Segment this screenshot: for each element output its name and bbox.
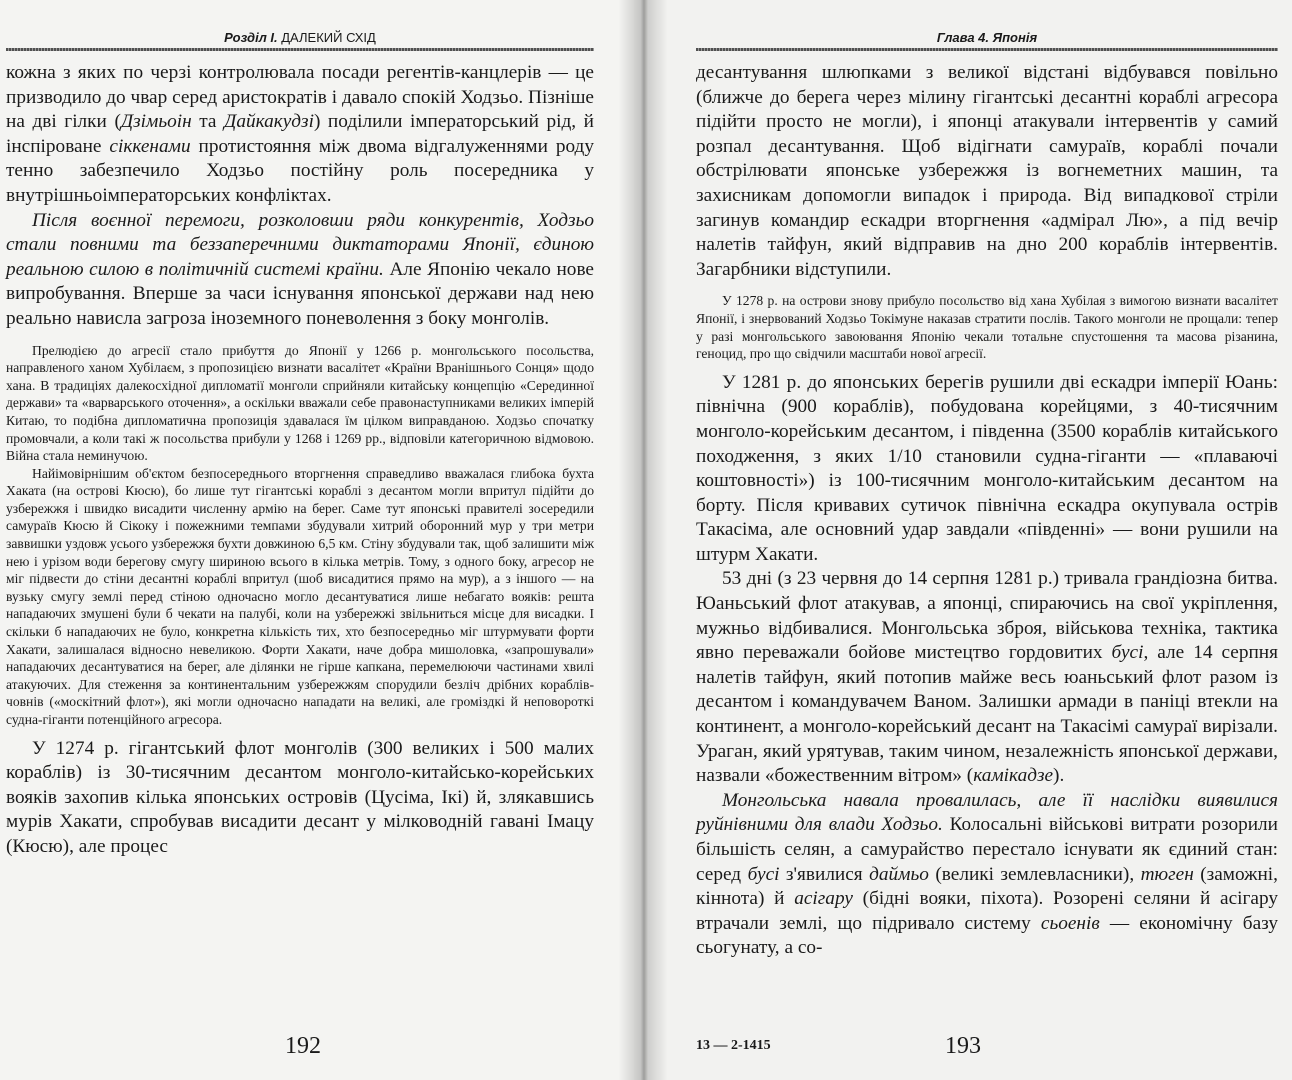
page-number-left: 192	[285, 1033, 321, 1059]
header-rule	[6, 48, 594, 51]
text-run: ).	[1053, 765, 1065, 787]
paragraph: У 1274 р. гігантський флот монголів (300 великих і 500 малих кораблів) із 30-тисячним десантом монголо-китайсько-корейських вояків захопив кілька японських островів (Цусіма, Ікі) й, злякавшись мурів Хакати, спробував висадити десант у мілководній гавані Імацу (Кюсю), але процес	[6, 737, 594, 857]
paragraph	[696, 567, 1278, 788]
printer-signature: 13 — 2-1415	[696, 1038, 771, 1053]
header-rule	[696, 48, 1278, 51]
chapter-label: Розділ І.	[224, 30, 278, 45]
text-run-italic: бусі	[747, 863, 780, 885]
text-run-italic: камікадзе	[973, 765, 1054, 787]
running-head-right	[696, 0, 1278, 46]
text-run: — економічну базу сьогунату, а со-	[696, 912, 1278, 959]
text-run-italic: сіккенами	[109, 135, 191, 157]
chapter-title: ДАЛЕКИЙ СХІД	[277, 30, 376, 45]
text-run: 53 дні (з 23 червня до 14 серпня 1281 р.) тривала грандіозна битва. Юаньський флот атакував, а японці, спираючись на свої укріплення, мужньо відбивалися. Монгольська зброя, військова техніка, тактика явно переважали бойове мистецтво гордовитих	[696, 568, 1278, 664]
body-text-right-top	[696, 61, 1278, 282]
body-text-left-bottom	[6, 737, 594, 860]
paragraph: десантування шлюпками з великої відстані відбувався повільно (ближче до берега через мілину гігантські десантні кораблі агресора підійти просто не могли), і японці атакували інтервентів у самий розпал десантування. Щоб відігнати самураїв, кораблі почали обстрілювати японське узбережжя із вогнеметних машин, та захисникам допомогли випадок і природа. Від випадкової стріли загинув командир ескадри вторгнення «адмірал Лю», а під вечір налетів тайфун, який відправив на дно 200 кораблів інтервентів. Загарбники відступили.	[696, 62, 1278, 280]
text-run: (заможні, кіннота) й	[696, 863, 1278, 910]
text-run-italic: Монгольська навала провалилась, але її наслідки виявилися руйнівними для влади Ходзьо.	[696, 789, 1278, 836]
paragraph: У 1281 р. до японських берегів рушили дві ескадри імперії Юань: північна (900 кораблів), побудована корейцями, з 40-тисячним монголо-корейським десантом, і південна (3500 кораблів китайського походження, з яких 1/10 становили судна-гіганти — «плаваючі коштовності») із 100-тисячним монголо-китайським десантом на борту. Після кривавих сутичок північна ескадра окупувала острів Такасіма, але основний удар завдали «південні» — вони рушили на штурм Хакати.	[696, 371, 1278, 565]
text-run: (бідні вояки, піхота). Розорені селяни й асігару втрачали землі, що підривало систему	[696, 888, 1278, 934]
page-number-right: 193	[945, 1033, 981, 1059]
text-run: кожна з яких по черзі контролювала посади регентів-канцлерів — це призводило до чвар серед аристократів і давало спокій Ходзьо. Пізніше на дві гілки (	[6, 62, 594, 133]
paragraph	[696, 789, 1278, 961]
text-run-italic: сьоенів	[1040, 912, 1100, 934]
text-run-italic: асігару	[794, 888, 853, 910]
left-page	[0, 0, 634, 1080]
text-run-italic: Дзімьоін	[120, 111, 192, 133]
right-page	[634, 0, 1292, 1080]
small-print-block-right	[696, 292, 1278, 362]
small-print-block-left	[6, 342, 594, 729]
text-run-italic: даймьо	[869, 863, 929, 885]
body-text-right-bottom	[696, 371, 1278, 961]
paragraph	[6, 61, 594, 209]
text-run-italic: бусі	[1111, 642, 1144, 664]
text-run-italic: тюген	[1140, 863, 1194, 885]
small-paragraph: Найімовірнішим об'єктом безпосереднього вторгнення справедливо вважалася глибока бухта Хаката (на острові Кюсю), бо лише тут гігантські кораблі з десантом могли впритул підійти до узбережжя і швидко висадити численну армію на берег. Саме тут японські правителі зосередили самураїв Кюсю й Сікоку і пожежними темпами збудували хитрий оборонний мур у три метри заввишки уздовж усього узбережжя бухти довжиною 6,5 км. Стіну збудували так, щоб залишити між нею і урізом води берегову смугу шириною всього в кілька метрів. Тому, з одного боку, агресор не міг підвести до стіни десантні кораблі впритул (шоб висадитися прямо на мур), а з іншого — на вузьку смугу землі перед стіною одночасно могло десантуватися лише небагато вояків: решта нападаючих змушені були б чекати на палубі, коли на узбережжі звільниться місце для висадки. І скільки б нападаючих не було, конкретна кількість тих, хто безпосередньо міг штурмувати форти Хакати, залишалася відносно невеликою. Форти Хакати, наче добра мишоловка, «запрошували» нападаючих десантуватися на берег, але ділянки не гірше капкана, перемелюючи частинами хвилі атакуючих. Для стеження за континентальним узбережжям спорудили безліч дрібних кораблів-човнів («москітний флот»), які могли одночасно нападати на великі, але громіздкі й неповороткі судна-гіганти потенційного агресора.	[6, 465, 594, 727]
text-run-italic: Після воєнної перемоги, розколовши ряди конкурентів, Ходзьо стали повними та беззаперечними диктаторами Японії, єдиною реальною силою в політичній системі країни.	[6, 209, 594, 280]
text-run: та	[191, 111, 225, 133]
text-run: (великі землевласники),	[928, 863, 1141, 885]
text-run: ) поділили імператорський рід, й інспіроване	[6, 111, 594, 157]
text-run-italic: Дайкакудзі	[224, 111, 314, 133]
text-run: протистояння між двома відгалуженнями роду тенно забезпечило Ходзьо постійну роль посередника у внутрішньоімператорських конфліктах.	[6, 135, 595, 206]
text-run: з'явилися	[779, 863, 870, 885]
paragraph	[6, 209, 594, 332]
text-run: Колосальні військові витрати розорили більшість селян, а самурайство перестало існувати як єдиний стан: серед	[696, 814, 1278, 885]
small-paragraph: У 1278 р. на острови знову прибуло посольство від хана Хубілая з вимогою визнати васалітет Японії, і знервований Ходзьо Токімуне наказав стратити послів. Такого монголи не прощали: тепер у разі монгольського завоювання Японію чекали тотальне спустошення та масова різанина, геноцид, про що свідчили масштаби нової агресії.	[696, 293, 1278, 362]
chapter-title: Глава 4. Японія	[936, 30, 1038, 45]
running-head-left	[6, 0, 594, 46]
small-paragraph: Прелюдією до агресії стало прибуття до Японії у 1266 р. монгольського посольства, направленого ханом Хубілаєм, з пропозицією визнати васалітет «Країни Вранішнього Сонця» щодо хана. В традиціях далекосхідної дипломатії монголи сприйняли китайську концепцію «Серединної держави» та «варварського оточення», а оскільки вважали себе правонаступниками великих імперій Китаю, то подібна дипломатична пропозиція здавалася їм цілком виправданою. Ходзьо спочатку промовчали, а коли такі ж посольства прибули у 1268 і 1269 рр., відповіли категоричною відмовою. Війна стала неминучою.	[6, 342, 594, 464]
text-run: Але Японію чекало нове випробування. Вперше за часи існування японської держави над нею реально нависла загроза іноземного поневолення з боку монголів.	[6, 258, 594, 329]
body-text-left-top	[6, 61, 594, 332]
text-run: , але 14 серпня налетів тайфун, який потопив майже весь юаньський флот разом із десантом і командувачем Ваном. Залишки армади в паніці втекли на континент, а монголо-корейський десант на Такасімі самураї вирізали. Ураган, який урятував, таким чином, незалежність японської держави, назвали «божественним вітром» (	[696, 642, 1278, 787]
